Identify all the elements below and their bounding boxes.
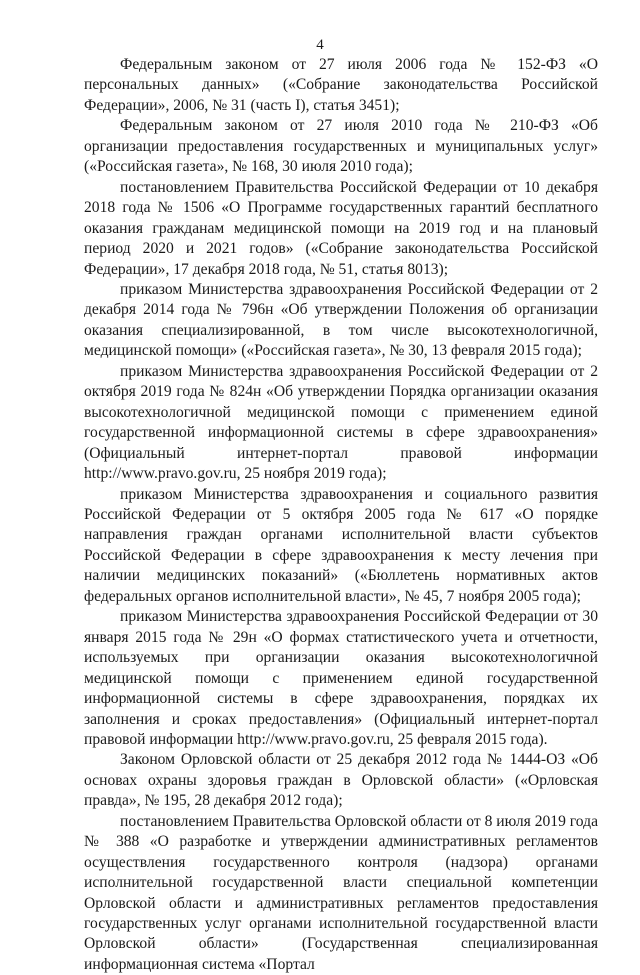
paragraph-order-617: приказом Министерства здравоохранения и социального развития Российской Федерации от 5 октября 2005 года № 617 «О порядке направления граждан органами исполнительной власти субъектов Российской Федерации в сфере здравоохранения к месту лечения при наличии медицинских показаний» («Бюллетень нормативных актов федеральных органов исполнительной власти», № 45, 7 ноября 2005 года); (84, 485, 598, 605)
paragraph-decree-388: постановлением Правительства Орловской области от 8 июля 2019 года № 388 «О разработке и утверждении административных регламентов осуществления государственного контроля (надзора) органами исполнительной государственной власти специальной компетенции Орловской области и административных регламентов предоставления государственных услуг органами исполнительной государственной власти Орловской области» (Государственная специализированная информационная система «Портал (84, 812, 599, 973)
paragraph-decree-1506: постановлением Правительства Российской Федерации от 10 декабря 2018 года № 1506 «О Программе государственных гарантий бесплатного оказания гражданам медицинской помощи на 2019 год и на плановый период 2020 и 2021 годов» («Собрание законодательства Российской Федерации», 17 декабря 2018 года, № 51, статья 8013); (84, 178, 598, 278)
paragraph-law-210-fz: Федеральным законом от 27 июля 2010 года № 210-ФЗ «Об организации предоставления государственных и муниципальных услуг» («Российская газета», № 168, 30 июля 2010 года); (84, 117, 598, 176)
paragraph-law-1444-oz: Законом Орловской области от 25 декабря 2012 года № 1444-ОЗ «Об основах охраны здоровья граждан в Орловской области» («Орловская правда», № 195, 28 декабря 2012 года); (84, 751, 598, 810)
paragraph-order-29n: приказом Министерства здравоохранения Российской Федерации от 30 января 2015 года № 29н «О формах статистического учета и отчетности, используемых при организации оказания высокотехнологичной медицинской помощи с применением единой государственной информационной системы в сфере здравоохранения, порядках их заполнения и сроках предоставления» (Официальный интернет-портал правовой информации http://www.pravo.gov.ru, 25 февраля 2015 года). (84, 608, 598, 748)
paragraph-order-796n: приказом Министерства здравоохранения Российской Федерации от 2 декабря 2014 года № 796н «Об утверждении Положения об организации оказания специализированной, в том числе высокотехнологичной, медицинской помощи» («Российская газета», № 30, 13 февраля 2015 года); (84, 280, 598, 360)
document-body (84, 55, 598, 975)
paragraph-order-824n: приказом Министерства здравоохранения Российской Федерации от 2 октября 2019 года № 824н «Об утверждении Порядка организации оказания высокотехнологичной медицинской помощи с применением единой государственной информационной системы в сфере здравоохранения» (Официальный интернет-портал правовой информации http://www.pravo.gov.ru, 25 ноября 2019 года); (84, 362, 598, 483)
paragraph-law-152-fz: Федеральным законом от 27 июля 2006 года № 152-ФЗ «О персональных данных» («Собрание законодательства Российской Федерации», 2006, № 31 (часть I), статья 3451); (84, 56, 598, 114)
page-number: 4 (316, 37, 324, 53)
